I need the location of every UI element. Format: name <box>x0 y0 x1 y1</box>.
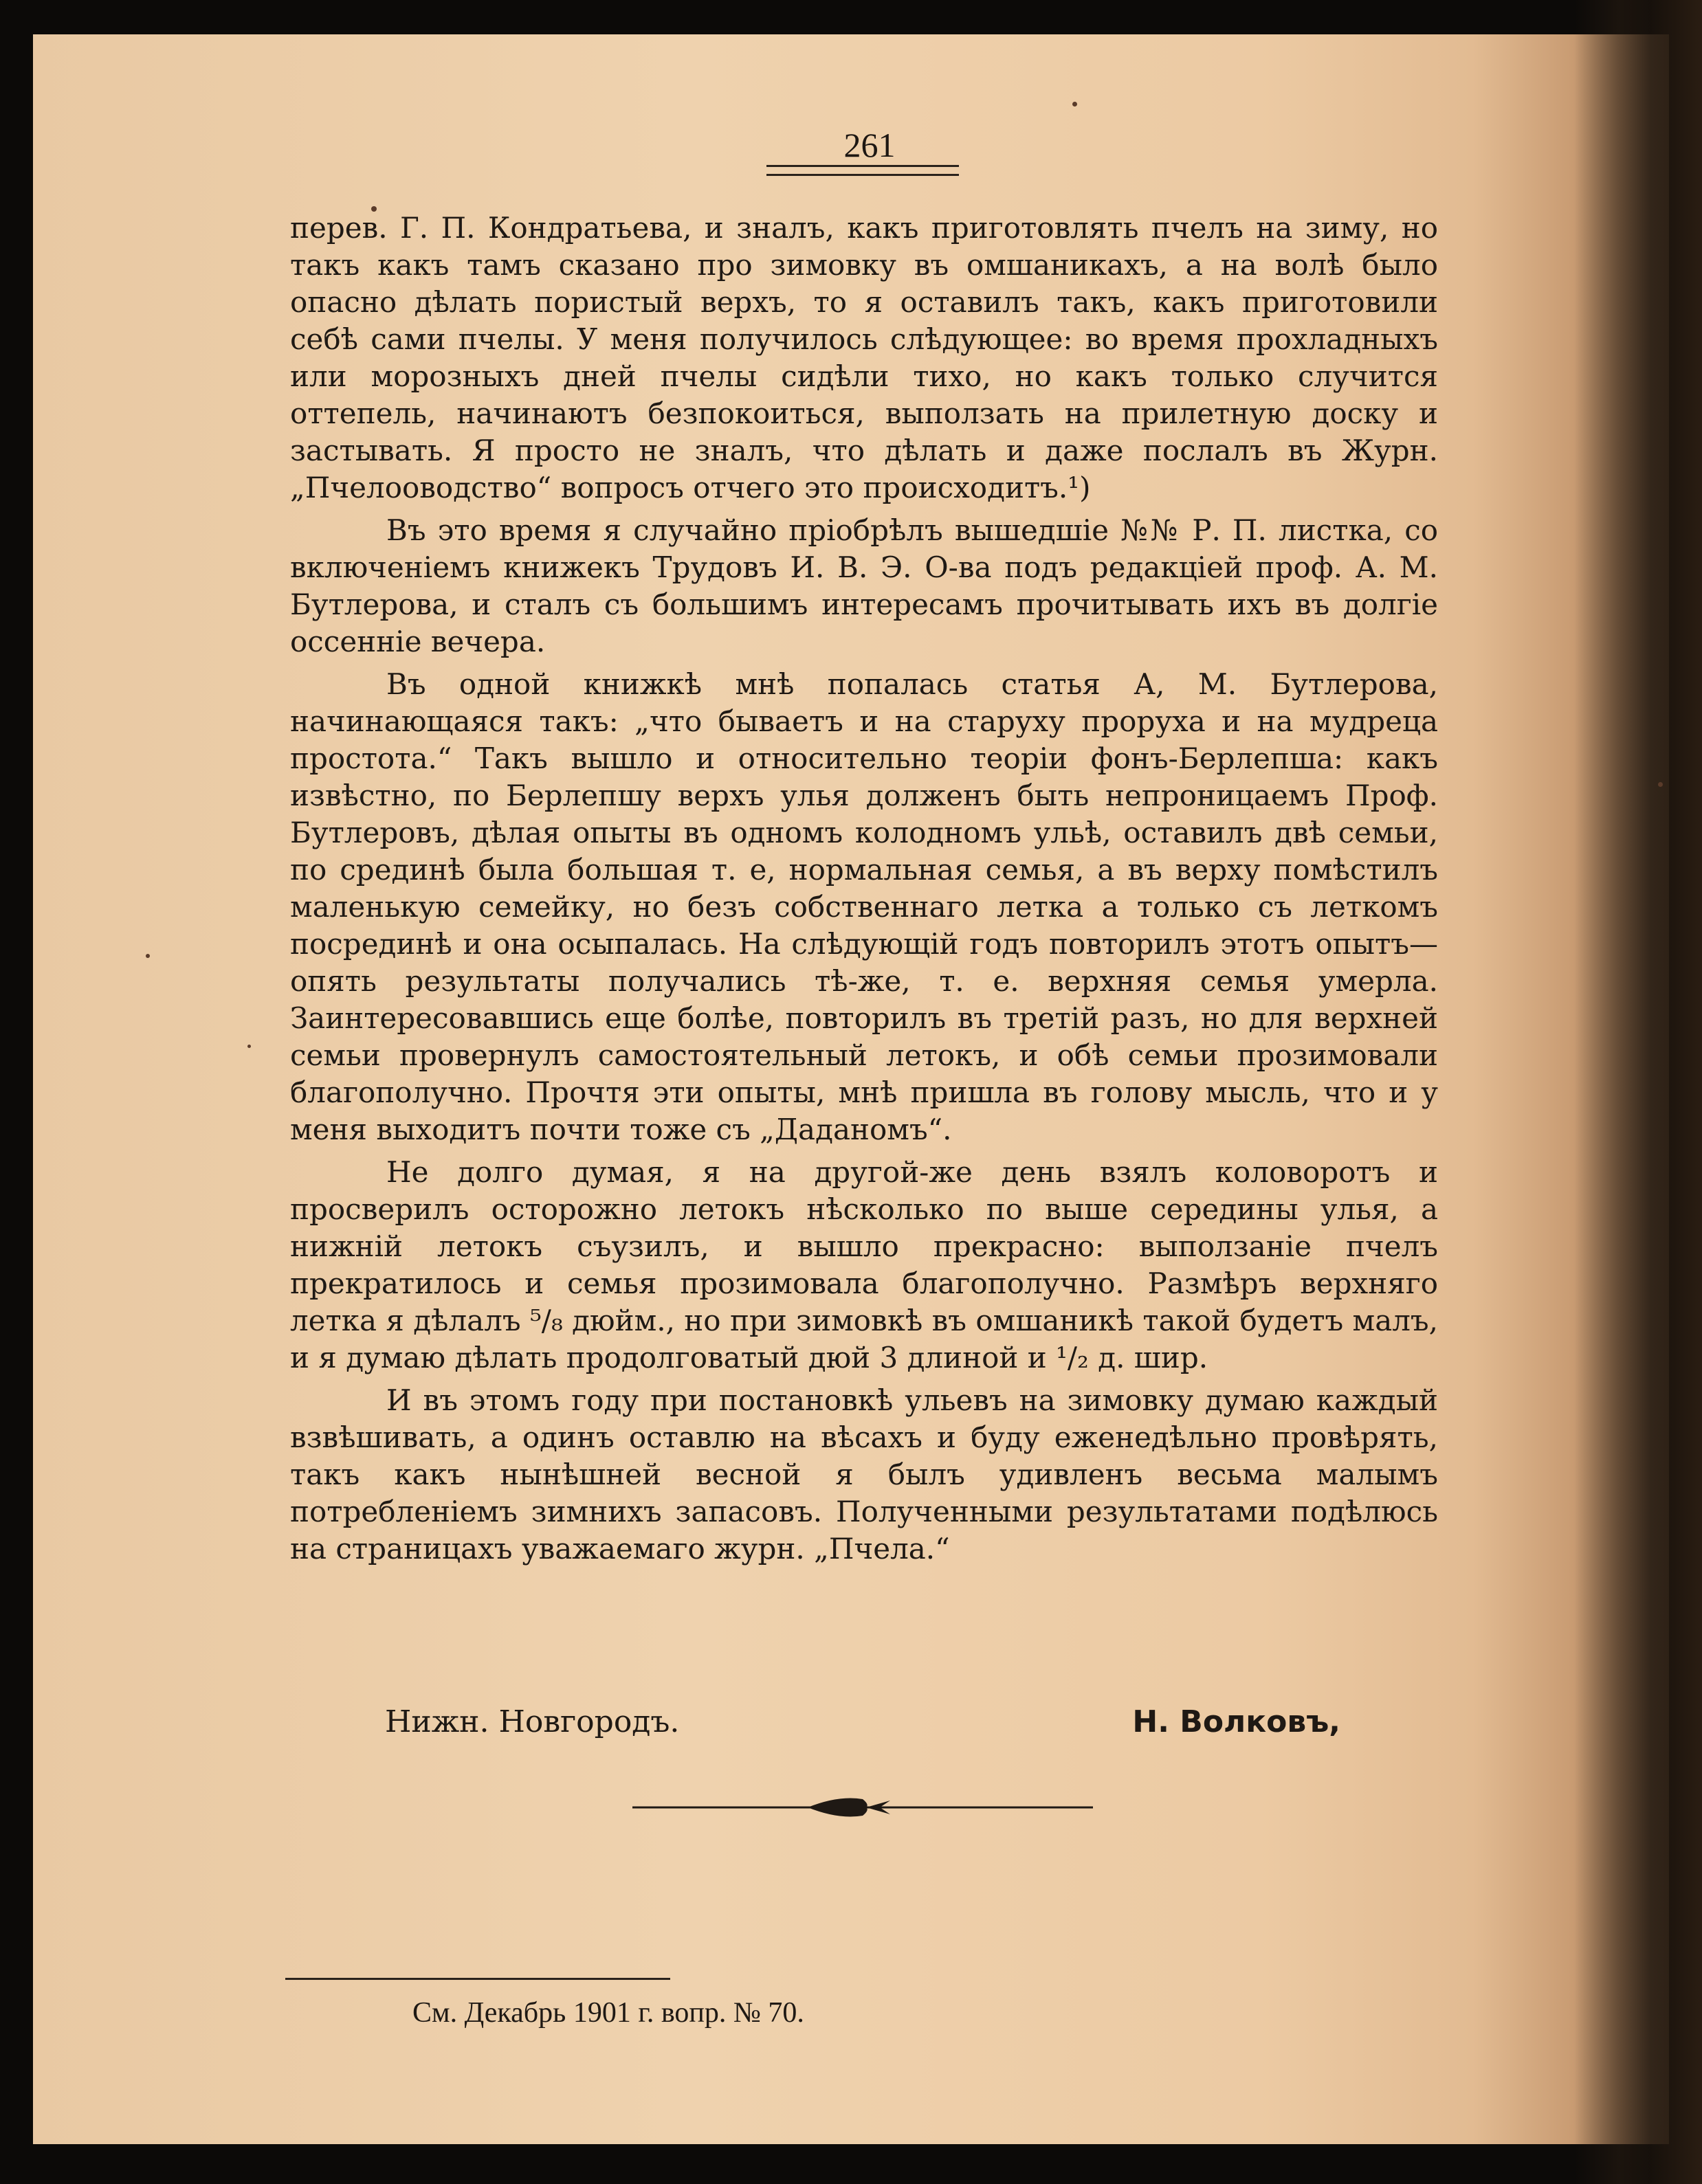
paragraph: И въ этомъ году при постановкѣ ульевъ на зимовку думаю каждый взвѣшивать, а одинъ оставлю на вѣсахъ и буду еженедѣльно провѣрять, такъ какъ нынѣшней весной я былъ удивленъ весьма малымъ потребленіемъ зимнихъ запасовъ. Полученными результатами подѣлюсь на страницахъ уважаемаго журн. „Пчела.“ <box>290 1383 1438 1565</box>
book-spine-shadow <box>1574 0 1702 2184</box>
paper-speck <box>146 954 150 958</box>
paper-speck <box>1072 102 1077 107</box>
signature-line <box>385 1704 1340 1739</box>
paragraph: Въ это время я случайно пріобрѣлъ вышедшіе №№ Р. П. листка, со включеніемъ книжекъ Трудовъ И. В. Э. О-ва подъ редакціей проф. А. М. Бутлерова, и сталъ съ большимъ интересамъ прочитывать ихъ въ долгіе оссенніе вечера. <box>290 513 1438 658</box>
article-body <box>290 210 1438 1573</box>
paragraph: перев. Г. П. Кондратьева, и зналъ, какъ приготовлять пчелъ на зиму, но такъ какъ тамъ сказано про зимовку въ омшаникахъ, а на волѣ было опасно дѣлать пористый верхъ, то я оставилъ такъ, какъ приготовили себѣ сами пчелы. У меня получилось слѣдующее: во время прохладныхъ или морозныхъ дней пчелы сидѣли тихо, но какъ только случится оттепель, начинаютъ безпокоиться, выползать на прилетную доску и застывать. Я просто не зналъ, что дѣлать и даже послалъ въ Журн. „Пчелоoводство“ вопросъ отчего это происходитъ.¹) <box>290 211 1438 504</box>
paper-speck <box>1658 782 1663 787</box>
header-double-rule <box>766 165 959 176</box>
paper-speck <box>247 1045 251 1048</box>
paragraph: Въ одной книжкѣ мнѣ попалась статья А, М. Бутлерова, начинающаяся такъ: „что бываетъ и на старуху проруха и на мудреца простота.“ Такъ вышло и относительно теоріи фонъ-Берлепша: какъ извѣстно, по Берлепшу верхъ улья долженъ быть непроницаемъ Проф. Бутлеровъ, дѣлая опыты въ одномъ колодномъ ульѣ, оставилъ двѣ семьи, по срединѣ была большая т. е, нормальная семья, а въ верху помѣстилъ маленькую семейку, но безъ собственнаго летка а только съ леткомъ посрединѣ и она осыпалась. На слѣдующій годъ повторилъ этотъ опытъ—опять результаты получались тѣ-же, т. е. верхняя семья умерла. Заинтересовавшись еще болѣе, повторилъ въ третій разъ, но для верхней семьи провернулъ самостоятельный летокъ, и обѣ семьи прозимовали благополучно. Прочтя эти опыты, мнѣ пришла въ голову мысль, что и у меня выходитъ почти тоже съ „Даданомъ“. <box>290 667 1438 1146</box>
signature-author: Н. Волковъ, <box>1132 1704 1340 1739</box>
divider-ornament <box>632 1787 1093 1828</box>
signature-place: Нижн. Новгородъ. <box>385 1704 680 1739</box>
footnote-rule <box>285 1978 670 1980</box>
page-number: 261 <box>843 126 896 164</box>
paragraph: Не долго думая, я на другой-же день взялъ коловоротъ и просверилъ осторожно летокъ нѣсколько по выше середины улья, а нижній летокъ съузилъ, и вышло прекрасно: выползаніе пчелъ прекратилось и семья прозимовала благополучно. Размѣръ верхняго летка я дѣлалъ ⁵/₈ дюйм., но при зимовкѣ въ омшаникѣ такой будетъ малъ, и я думаю дѣлать продолговатый дюй 3 длиной и ¹/₂ д. шир. <box>290 1155 1438 1374</box>
footnote: См. Декабрь 1901 г. вопр. № 70. <box>412 1997 804 2029</box>
